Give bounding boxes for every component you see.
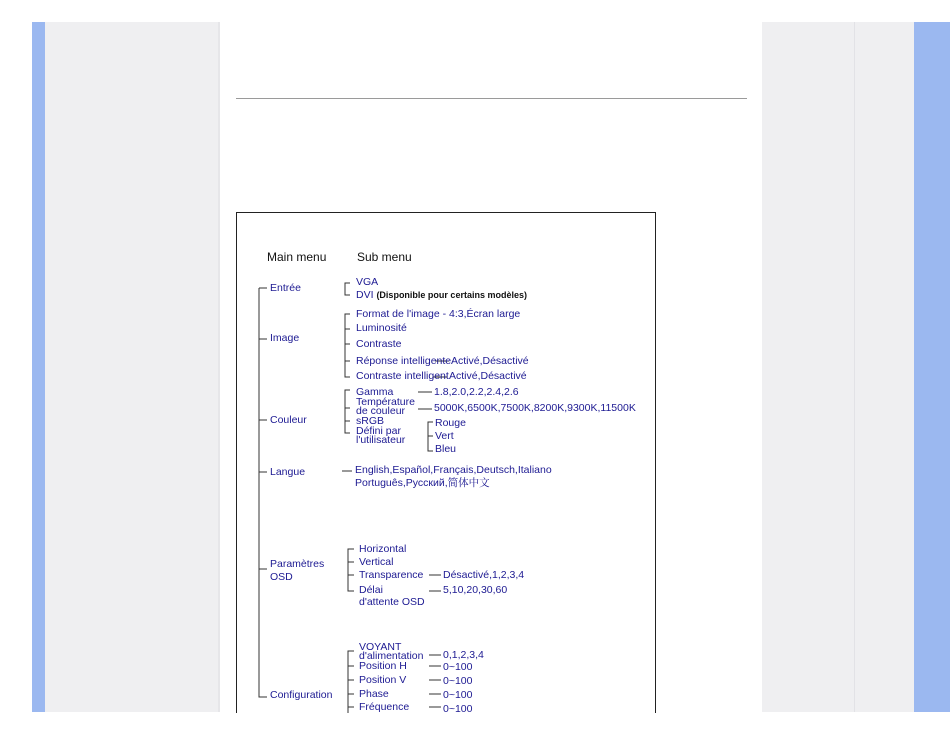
main-menu-header: Main menu <box>267 250 327 264</box>
submenu-horizontal: Horizontal <box>359 543 407 555</box>
left-margin <box>45 22 220 712</box>
submenu-gamma: Gamma <box>356 386 394 398</box>
menu-configuration: Configuration <box>270 689 333 701</box>
rgb-rouge: Rouge <box>435 417 466 429</box>
submenu-position-h: Position H <box>359 660 407 672</box>
position-v-values: 0~100 <box>443 675 473 687</box>
menu-entree: Entrée <box>270 282 301 294</box>
submenu-temperature-line2: de couleur <box>356 405 406 417</box>
menu-parametres-osd-line2: OSD <box>270 571 293 583</box>
dvi-note: (Disponible pour certains modèles) <box>376 290 527 300</box>
frequence-values: 0~100 <box>443 703 473 713</box>
submenu-user-line2: l'utilisateur <box>356 434 406 446</box>
right-blue-stripe <box>914 22 950 712</box>
transparence-values: Désactivé,1,2,3,4 <box>443 569 525 581</box>
submenu-contraste: Contraste <box>356 338 402 350</box>
submenu-user-line1: Défini par <box>356 425 401 437</box>
horizontal-rule <box>236 98 747 99</box>
langue-values-line2: Português,Русский,简体中文 <box>355 477 490 489</box>
submenu-srgb: sRGB <box>356 415 385 427</box>
submenu-dvi <box>356 290 527 301</box>
right-margin-divider <box>854 22 855 712</box>
menu-image: Image <box>270 332 300 344</box>
dvi-label: DVI <box>356 289 374 301</box>
temperature-values: 5000K,6500K,7500K,8200K,9300K,11500K <box>434 402 636 414</box>
submenu-format: Format de l'image - 4:3,Écran large <box>356 308 521 320</box>
gamma-values: 1.8,2.0,2.2,2.4,2.6 <box>434 386 519 398</box>
delai-values: 5,10,20,30,60 <box>443 584 508 596</box>
menu-parametres-osd-line1: Paramètres <box>270 558 325 570</box>
left-blue-stripe <box>32 22 45 712</box>
submenu-contraste-intelligent: Contraste intelligent <box>356 370 449 382</box>
contraste-intelligent-values: Activé,Désactivé <box>449 370 527 382</box>
right-margin <box>762 22 914 712</box>
submenu-phase: Phase <box>359 688 389 700</box>
submenu-vga: VGA <box>356 276 379 288</box>
menu-couleur: Couleur <box>270 414 307 426</box>
submenu-delai-line1: Délai <box>359 584 383 596</box>
submenu-luminosite: Luminosité <box>356 322 407 334</box>
langue-values-line1: English,Español,Français,Deutsch,Italiano <box>355 464 552 476</box>
voyant-values: 0,1,2,3,4 <box>443 649 484 661</box>
submenu-temperature-line1: Température <box>356 396 415 408</box>
submenu-delai-line2: d'attente OSD <box>359 596 425 608</box>
submenu-vertical: Vertical <box>359 556 394 568</box>
rgb-vert: Vert <box>435 430 454 442</box>
reponse-intelligente-values: Activé,Désactivé <box>451 355 529 367</box>
osd-menu-tree-figure <box>236 212 656 713</box>
submenu-transparence: Transparence <box>359 569 424 581</box>
menu-langue: Langue <box>270 466 306 478</box>
submenu-position-v: Position V <box>359 674 407 686</box>
submenu-voyant-line1: VOYANT <box>359 641 402 653</box>
rgb-bleu: Bleu <box>435 443 457 455</box>
submenu-frequence: Fréquence <box>359 701 410 713</box>
phase-values: 0~100 <box>443 689 473 701</box>
submenu-voyant-line2: d'alimentation <box>359 650 424 662</box>
position-h-values: 0~100 <box>443 661 473 673</box>
sub-menu-header: Sub menu <box>357 250 412 264</box>
submenu-reponse-intelligente: Réponse intelligente <box>356 355 452 367</box>
